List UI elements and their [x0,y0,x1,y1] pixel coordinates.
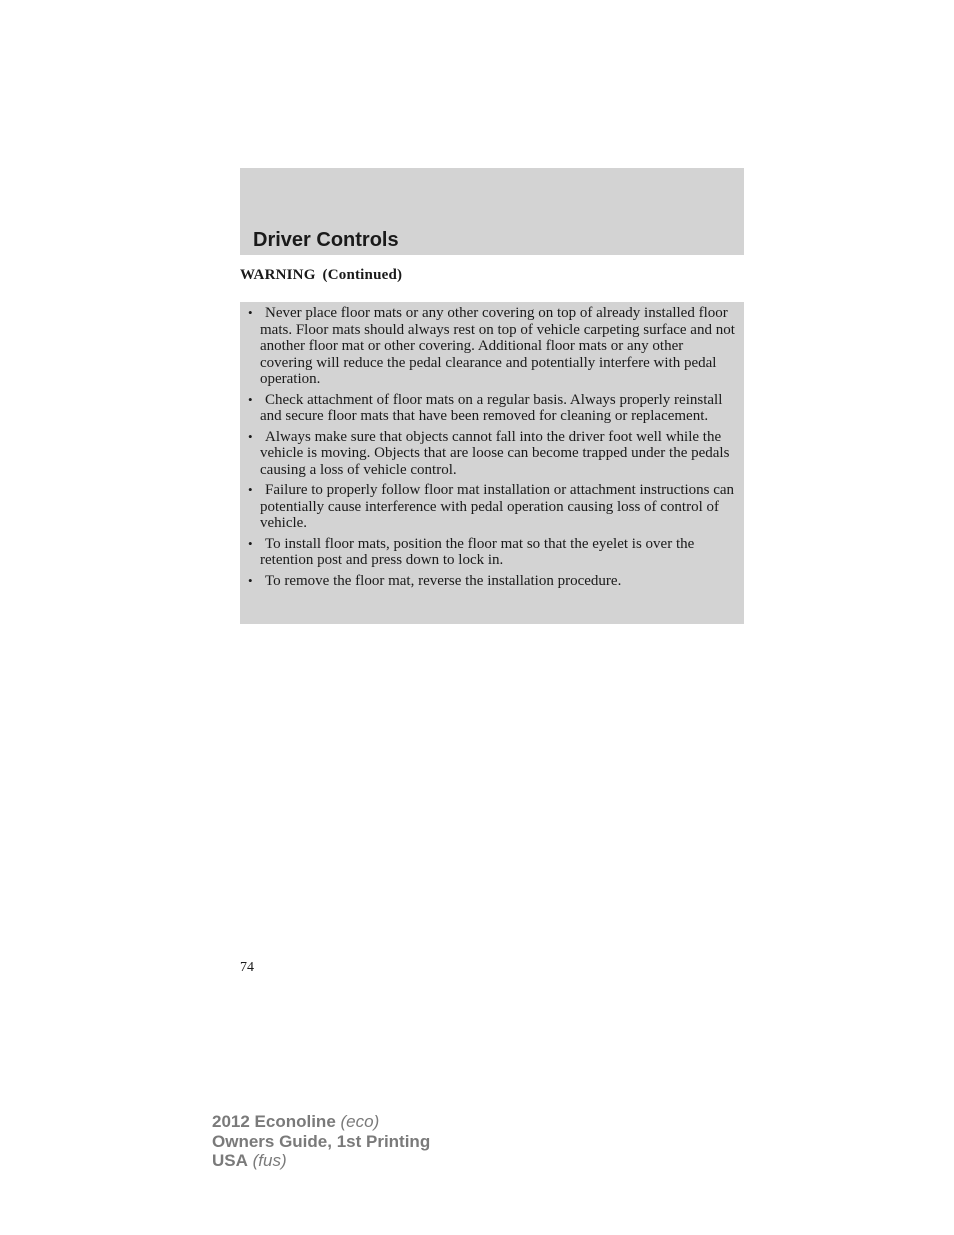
warning-item [248,536,736,569]
warning-heading: WARNING (Continued) [240,267,403,283]
document-footer [212,1112,430,1171]
footer-market-code: (fus) [252,1151,287,1170]
bullet-icon: • [248,428,253,444]
footer-model: 2012 Econoline [212,1112,336,1131]
section-title: Driver Controls [253,229,399,251]
warning-item-text: To remove the floor mat, reverse the installation procedure. [265,572,622,589]
warning-item-text: Always make sure that objects cannot fall into the driver foot well while the vehicle is moving. Objects that are loose can become trapped under the pedals causing a loss of vehicle control. [260,428,730,478]
warning-item [248,305,736,388]
warning-list [248,305,736,589]
bullet-icon: • [248,482,253,497]
bullet-icon: • [248,572,253,588]
bullet-icon: • [248,535,253,551]
footer-line-model [212,1112,430,1132]
warning-item-text: Failure to properly follow floor mat installation or attachment instructions can potentially cause interference with pedal operation causing loss of control of vehicle. [260,482,735,531]
footer-edition: Owners Guide, 1st Printing [212,1131,431,1151]
footer-line-market [212,1151,430,1171]
warning-item-text: Never place floor mats or any other covering on top of already installed floor mats. Floor mats should always rest on top of vehicle carpeting surface and not another floor mat or other covering. Additional floor mats or any other covering will reduce the pedal clearance and potentially interfere with pedal operation. [260,305,735,387]
bullet-icon: • [248,391,253,407]
warning-item [248,573,736,590]
warning-item [248,392,736,425]
bullet-icon: • [248,305,253,320]
warning-box [240,302,744,624]
footer-market: USA [212,1151,248,1170]
warning-item [248,429,736,479]
warning-item [248,482,736,532]
section-header-band [240,168,744,255]
warning-item-text: Check attachment of floor mats on a regular basis. Always properly reinstall and secure floor mats that have been removed for cleaning or replacement. [260,391,723,424]
page-number: 74 [240,960,254,975]
warning-item-text: To install floor mats, position the floor mat so that the eyelet is over the retention post and press down to lock in. [260,535,695,568]
footer-model-code: (eco) [340,1112,380,1131]
